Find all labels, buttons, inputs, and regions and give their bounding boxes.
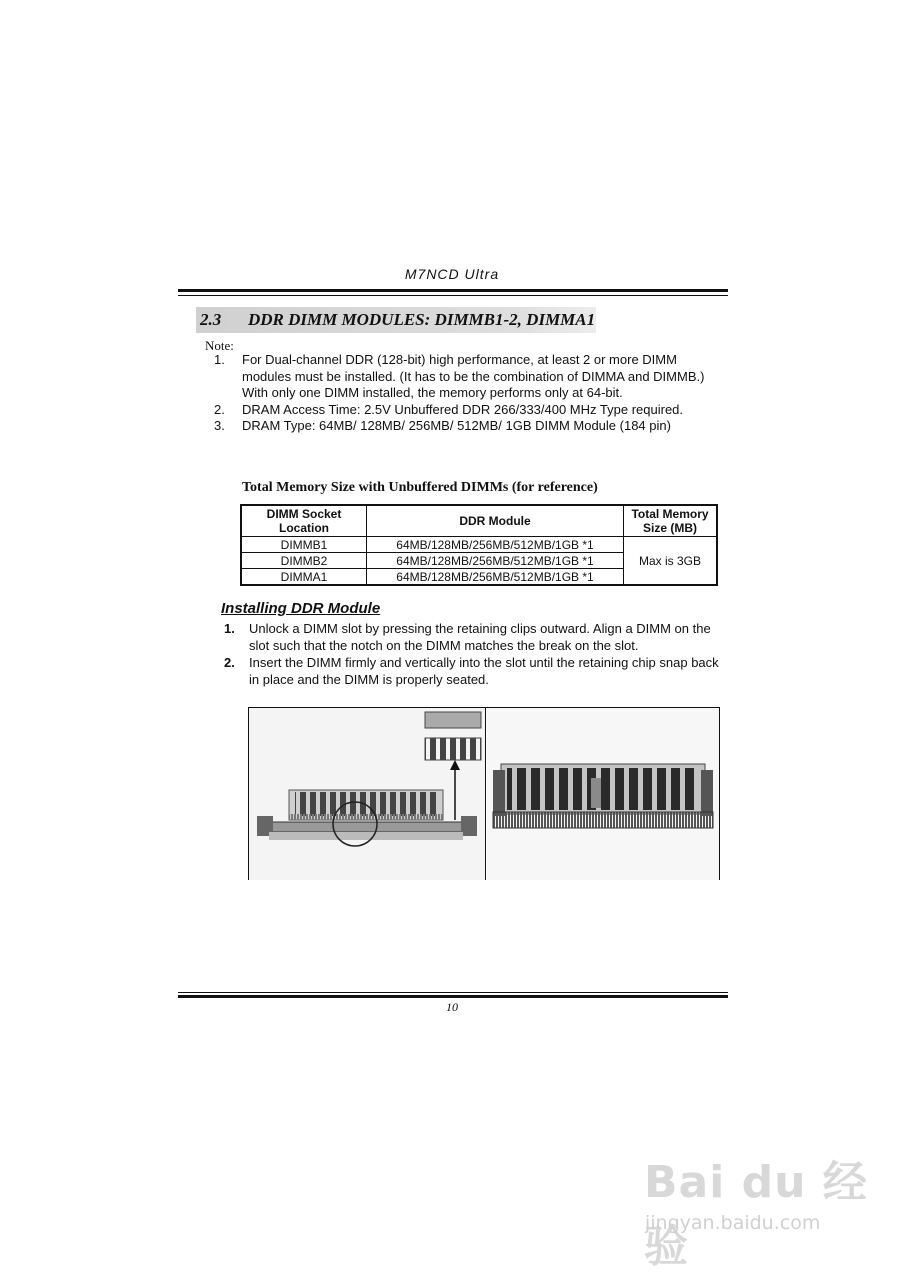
memory-size-table <box>240 504 718 586</box>
section-title <box>200 310 595 330</box>
dimm-insertion-illustration <box>249 708 485 880</box>
header-rule-thick <box>178 289 728 292</box>
watermark-url: jingyan.baidu.com <box>645 1212 821 1234</box>
watermark-logo: Bai du 经验 <box>644 1157 868 1272</box>
install-step-text: Insert the DIMM firmly and vertically into the slot until the retaining chip snap back in place and the DIMM is properly seated. <box>249 655 719 687</box>
table-cell-module: 64MB/128MB/256MB/512MB/1GB *1 <box>367 553 624 569</box>
table-header-row <box>241 505 717 537</box>
install-step-number: 2. <box>224 655 235 670</box>
note-item <box>214 402 728 419</box>
table-cell-module: 64MB/128MB/256MB/512MB/1GB *1 <box>367 569 624 586</box>
note-item <box>214 418 728 435</box>
table-header-socket: DIMM Socket Location <box>241 505 367 537</box>
dimm-install-figure <box>248 707 720 880</box>
note-item-number: 1. <box>214 352 225 367</box>
table-cell-socket: DIMMB2 <box>241 553 367 569</box>
section-title-text: DDR DIMM MODULES: DIMMB1-2, DIMMA1 <box>248 310 596 329</box>
table-cell-total: Max is 3GB <box>624 537 718 586</box>
section-number: 2.3 <box>200 310 222 329</box>
table-row <box>241 537 717 553</box>
note-item-text: DRAM Access Time: 2.5V Unbuffered DDR 266/333/400 MHz Type required. <box>242 401 684 417</box>
install-step <box>224 620 730 654</box>
note-item <box>214 352 728 402</box>
install-step <box>224 654 730 688</box>
header-title: M7NCD Ultra <box>404 266 500 282</box>
install-step-number: 1. <box>224 621 235 636</box>
install-step-text: Unlock a DIMM slot by pressing the retaining clips outward. Align a DIMM on the slot such that the notch on the DIMM matches the break on the slot. <box>249 621 711 653</box>
table-header-module: DDR Module <box>367 505 624 537</box>
table-cell-socket: DIMMB1 <box>241 537 367 553</box>
install-steps <box>224 620 730 688</box>
header-rule-thin <box>178 295 728 296</box>
table-cell-module: 64MB/128MB/256MB/512MB/1GB *1 <box>367 537 624 553</box>
dimm-seated-illustration <box>487 708 719 880</box>
footer-rule-thin <box>178 992 728 993</box>
note-list <box>214 352 728 435</box>
note-item-text: DRAM Type: 64MB/ 128MB/ 256MB/ 512MB/ 1GB DIMM Module (184 pin) <box>242 418 671 433</box>
table-caption: Total Memory Size with Unbuffered DIMMs (for reference) <box>242 480 598 495</box>
install-heading: Installing DDR Module <box>221 600 381 617</box>
table-cell-socket: DIMMA1 <box>241 569 367 586</box>
note-item-number: 3. <box>214 418 225 433</box>
note-item-number: 2. <box>214 401 225 417</box>
note-item-text: For Dual-channel DDR (128-bit) high performance, at least 2 or more DIMM modules must be installed. (It has to be the combination of DIMMA and DIMMB.) With only one DIMM installed, the memory performs only at 64-bit. <box>242 352 705 400</box>
page-number: 10 <box>446 1000 458 1014</box>
note-label: Note: <box>205 338 234 353</box>
table-header-total: Total Memory Size (MB) <box>624 505 718 537</box>
figure-divider <box>485 708 486 880</box>
footer-rule-thick <box>178 995 728 998</box>
